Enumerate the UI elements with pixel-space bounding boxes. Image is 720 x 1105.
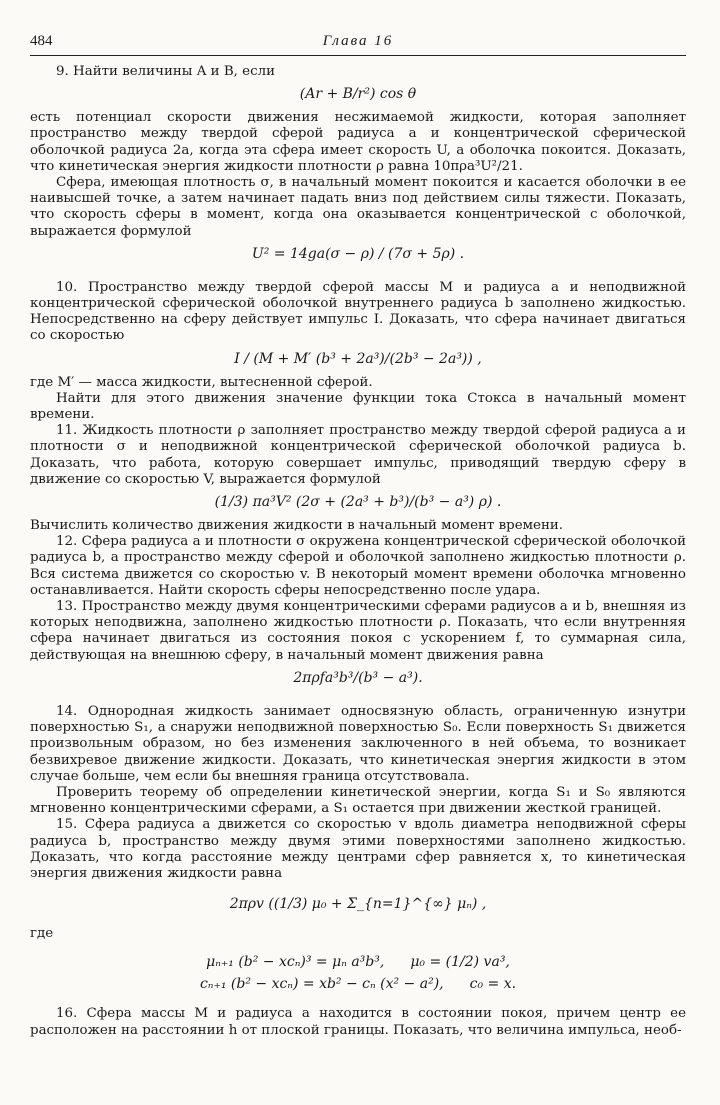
problem-16-statement: 16. Сфера массы M и радиуса a находится в состоянии покоя, причем центр ее расположен на расстоянии h от плоской границы. Показать, что величина импульса, необ-: [30, 1006, 686, 1038]
page-number: 484: [30, 33, 53, 49]
equation-15-c-left: cₙ₊₁ (b² − xcₙ) = xb² − cₙ (x² − a²),: [199, 976, 444, 993]
equation-15-mu-recurrence: [30, 954, 686, 970]
problem-15-where: где: [30, 926, 54, 942]
problem-11-statement: 11. Жидкость плотности ρ заполняет пространство между твердой сферой радиуса a и плотности σ и неподвижной концентрической сферической оболочкой радиуса b. Доказать, что работа, которую совершает импульс, приводящий твердую сферу в движение со скоростью V, выражается формулой: [30, 423, 686, 487]
equation-9-velocity: U² = 14ga(σ − ρ) / (7σ + 5ρ) .: [251, 245, 465, 262]
problem-10-statement: 10. Пространство между твердой сферой массы M и радиуса a и неподвижной концентрической сферической оболочкой внутреннего радиуса b заполнено жидкостью. Непосредственно на сферу действует импульс I. Доказать, что сфера начинает двигаться со скоростью: [30, 279, 686, 344]
problem-13-statement: 13. Пространство между двумя концентрическими сферами радиусов a и b, внешняя из которых неподвижна, заполнено жидкостью плотности ρ. Показать, что если внутренняя сфера начинает двигаться из состояния покоя с ускорением f, то суммарная сила, действующая на внешнюю сферу, в начальный момент движения равна: [30, 599, 686, 663]
equation-15-mu-left: μₙ₊₁ (b² − xcₙ)³ = μₙ a³b³,: [206, 954, 385, 971]
problem-15-statement: 15. Сфера радиуса a движется со скоростью v вдоль диаметра неподвижной сферы радиуса b, пространство между двумя этими поверхностями заполнено жидкостью. Доказать, что когда расстояние между центрами сфер равняется x, то кинетическая энергия движения жидкости равна: [30, 817, 686, 881]
equation-15-c-right: c₀ = x.: [469, 976, 517, 993]
equation-10-velocity: I / (M + M′ (b³ + 2a³)/(2b³ − 2a³)) ,: [234, 350, 482, 367]
equation-9-potential: (Ar + B/r²) cos θ: [299, 86, 417, 103]
running-head: Глава 16: [322, 33, 394, 49]
equation-15-c-recurrence: [30, 976, 686, 992]
problem-9-text: есть потенциал скорости движения несжимаемой жидкости, которая заполняет пространство между твердой сферой радиуса a и концентрической сферической оболочкой радиуса 2a, когда эта сфера имеет скорость U, а оболочка покоится. Доказать, что кинетическая энергия жидкости плотности ρ равна 10πρa³U²/21.: [30, 110, 686, 174]
page-body: [30, 64, 686, 1039]
equation-15-mu-right: μ₀ = (1/2) va³,: [410, 954, 510, 971]
problem-14-statement: 14. Однородная жидкость занимает односвязную область, ограниченную изнутри поверхностью S₁, а снаружи неподвижной поверхностью S₀. Если поверхность S₁ движется произвольным образом, но без изменения заключенного в ней объема, то возникает безвихревое движение жидкости. Доказать, что кинетическая энергия жидкости в этом случае больше, чем если бы внешняя граница отсутствовала.: [30, 703, 686, 784]
problem-9-statement: 9. Найти величины A и B, если: [56, 64, 276, 79]
equation-15-energy: 2πρv ((1/3) μ₀ + Σ_{n=1}^{∞} μₙ) ,: [229, 896, 487, 913]
problem-9-continuation: Сфера, имеющая плотность σ, в начальный момент покоится и касается оболочки в ее наивысшей точке, а затем начинает падать вниз под действием силы тяжести. Показать, что скорость сферы в момент, когда она оказывается концентрической с оболочкой, выражается формулой: [30, 175, 686, 239]
problem-11-task: Вычислить количество движения жидкости в начальный момент времени.: [30, 518, 564, 534]
page-header: [30, 33, 686, 56]
equation-13-force: 2πρfa³b³/(b³ − a³).: [293, 669, 423, 686]
problem-14-task: Проверить теорему об определении кинетической энергии, когда S₁ и S₀ являются мгновенно концентрическими сферами, а S₁ остается при движении жесткой границей.: [30, 784, 686, 817]
problem-10-task: Найти для этого движения значение функции тока Стокса в начальный момент времени.: [30, 390, 686, 423]
problem-12-statement: 12. Сфера радиуса a и плотности σ окружена концентрической сферической оболочкой радиуса b, а пространство между сферой и оболочкой заполнено жидкостью плотности ρ. Вся система движется со скоростью v. В некоторый момент времени оболочка мгновенно останавливается. Найти скорость сферы непосредственно после удара.: [30, 534, 686, 598]
problem-10-note: где M′ — масса жидкости, вытесненной сферой.: [30, 374, 373, 390]
equation-11-work: (1/3) πa³V² (2σ + (2a³ + b³)/(b³ − a³) ρ) .: [214, 494, 502, 511]
